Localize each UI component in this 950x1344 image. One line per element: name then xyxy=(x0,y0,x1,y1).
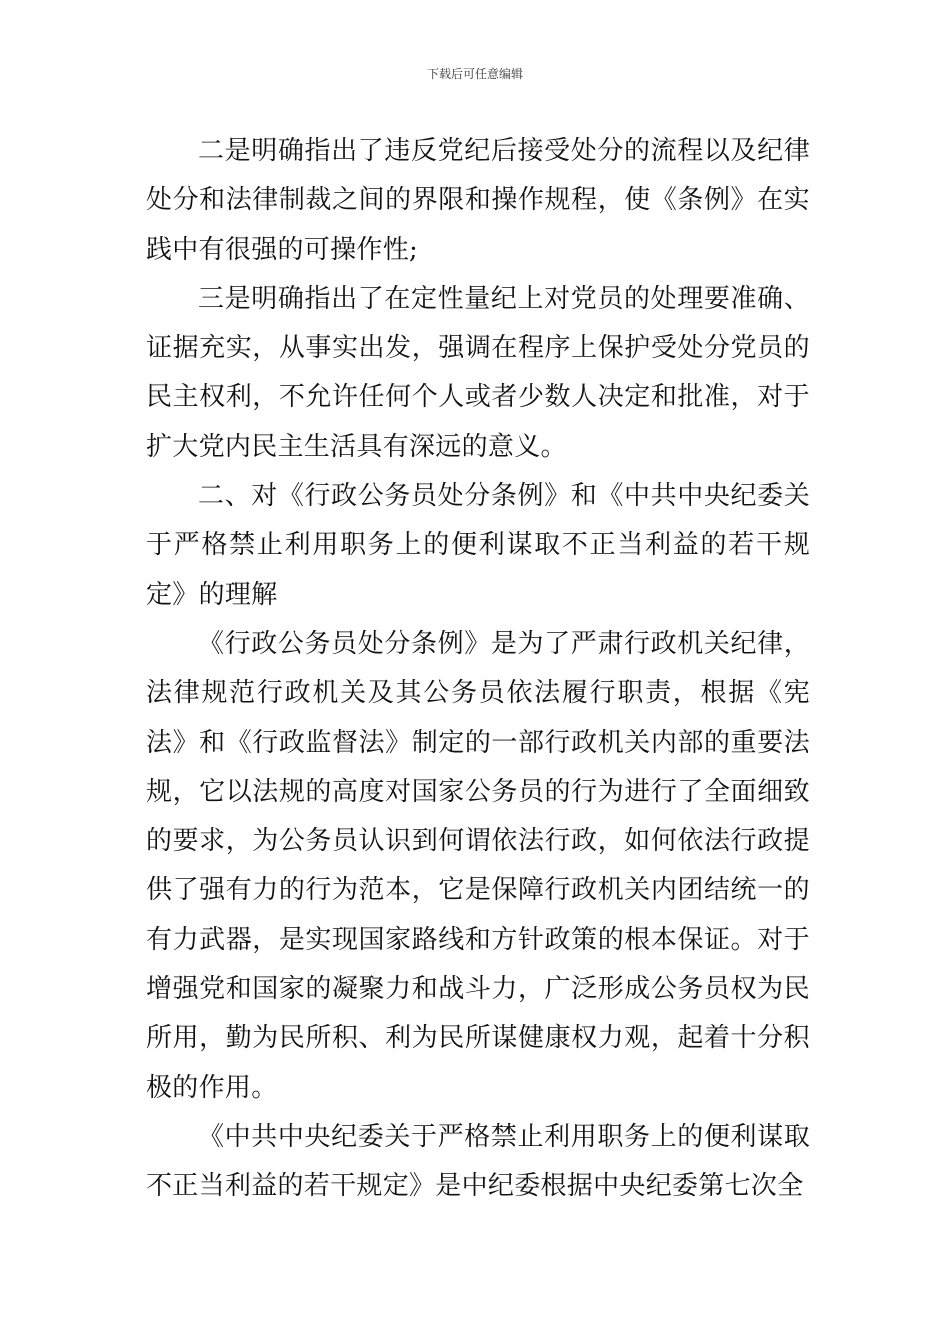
paragraph-ccdi-provisions: 《中共中央纪委关于严格禁止利用职务上的便利谋取不正当利益的若干规定》是中纪委根据中央纪委第七次全 xyxy=(146,1121,810,1202)
document-body xyxy=(146,127,810,1212)
paragraph-point-three: 三是明确指出了在定性量纪上对党员的处理要准确、证据充实，从事实出发，强调在程序上保护受处分党员的民主权利，不允许任何个人或者少数人决定和批准，对于扩大党内民主生活具有深远的意义。 xyxy=(146,283,810,462)
page-header: 下载后可任意编辑 xyxy=(426,67,523,81)
paragraph-regulation-understanding: 《行政公务员处分条例》是为了严肃行政机关纪律，法律规范行政机关及其公务员依法履行职责，根据《宪法》和《行政监督法》制定的一部行政机关内部的重要法规，它以法规的高度对国家公务员的行为进行了全面细致的要求，为公务员认识到何谓依法行政，如何依法行政提供了强有力的行为范本，它是保障行政机关内团结统一的有力武器，是实现国家路线和方针政策的根本保证。对于增强党和国家的凝聚力和战斗力，广泛形成公务员权为民所用，勤为民所积、利为民所谋健康权力观，起着十分积极的作用。 xyxy=(146,628,810,1103)
paragraph-point-two: 二是明确指出了违反党纪后接受处分的流程以及纪律处分和法律制裁之间的界限和操作规程，使《条例》在实践中有很强的可操作性; xyxy=(146,136,810,265)
section-heading-two: 二、对《行政公务员处分条例》和《中共中央纪委关于严格禁止利用职务上的便利谋取不正当利益的若干规定》的理解 xyxy=(146,481,810,610)
